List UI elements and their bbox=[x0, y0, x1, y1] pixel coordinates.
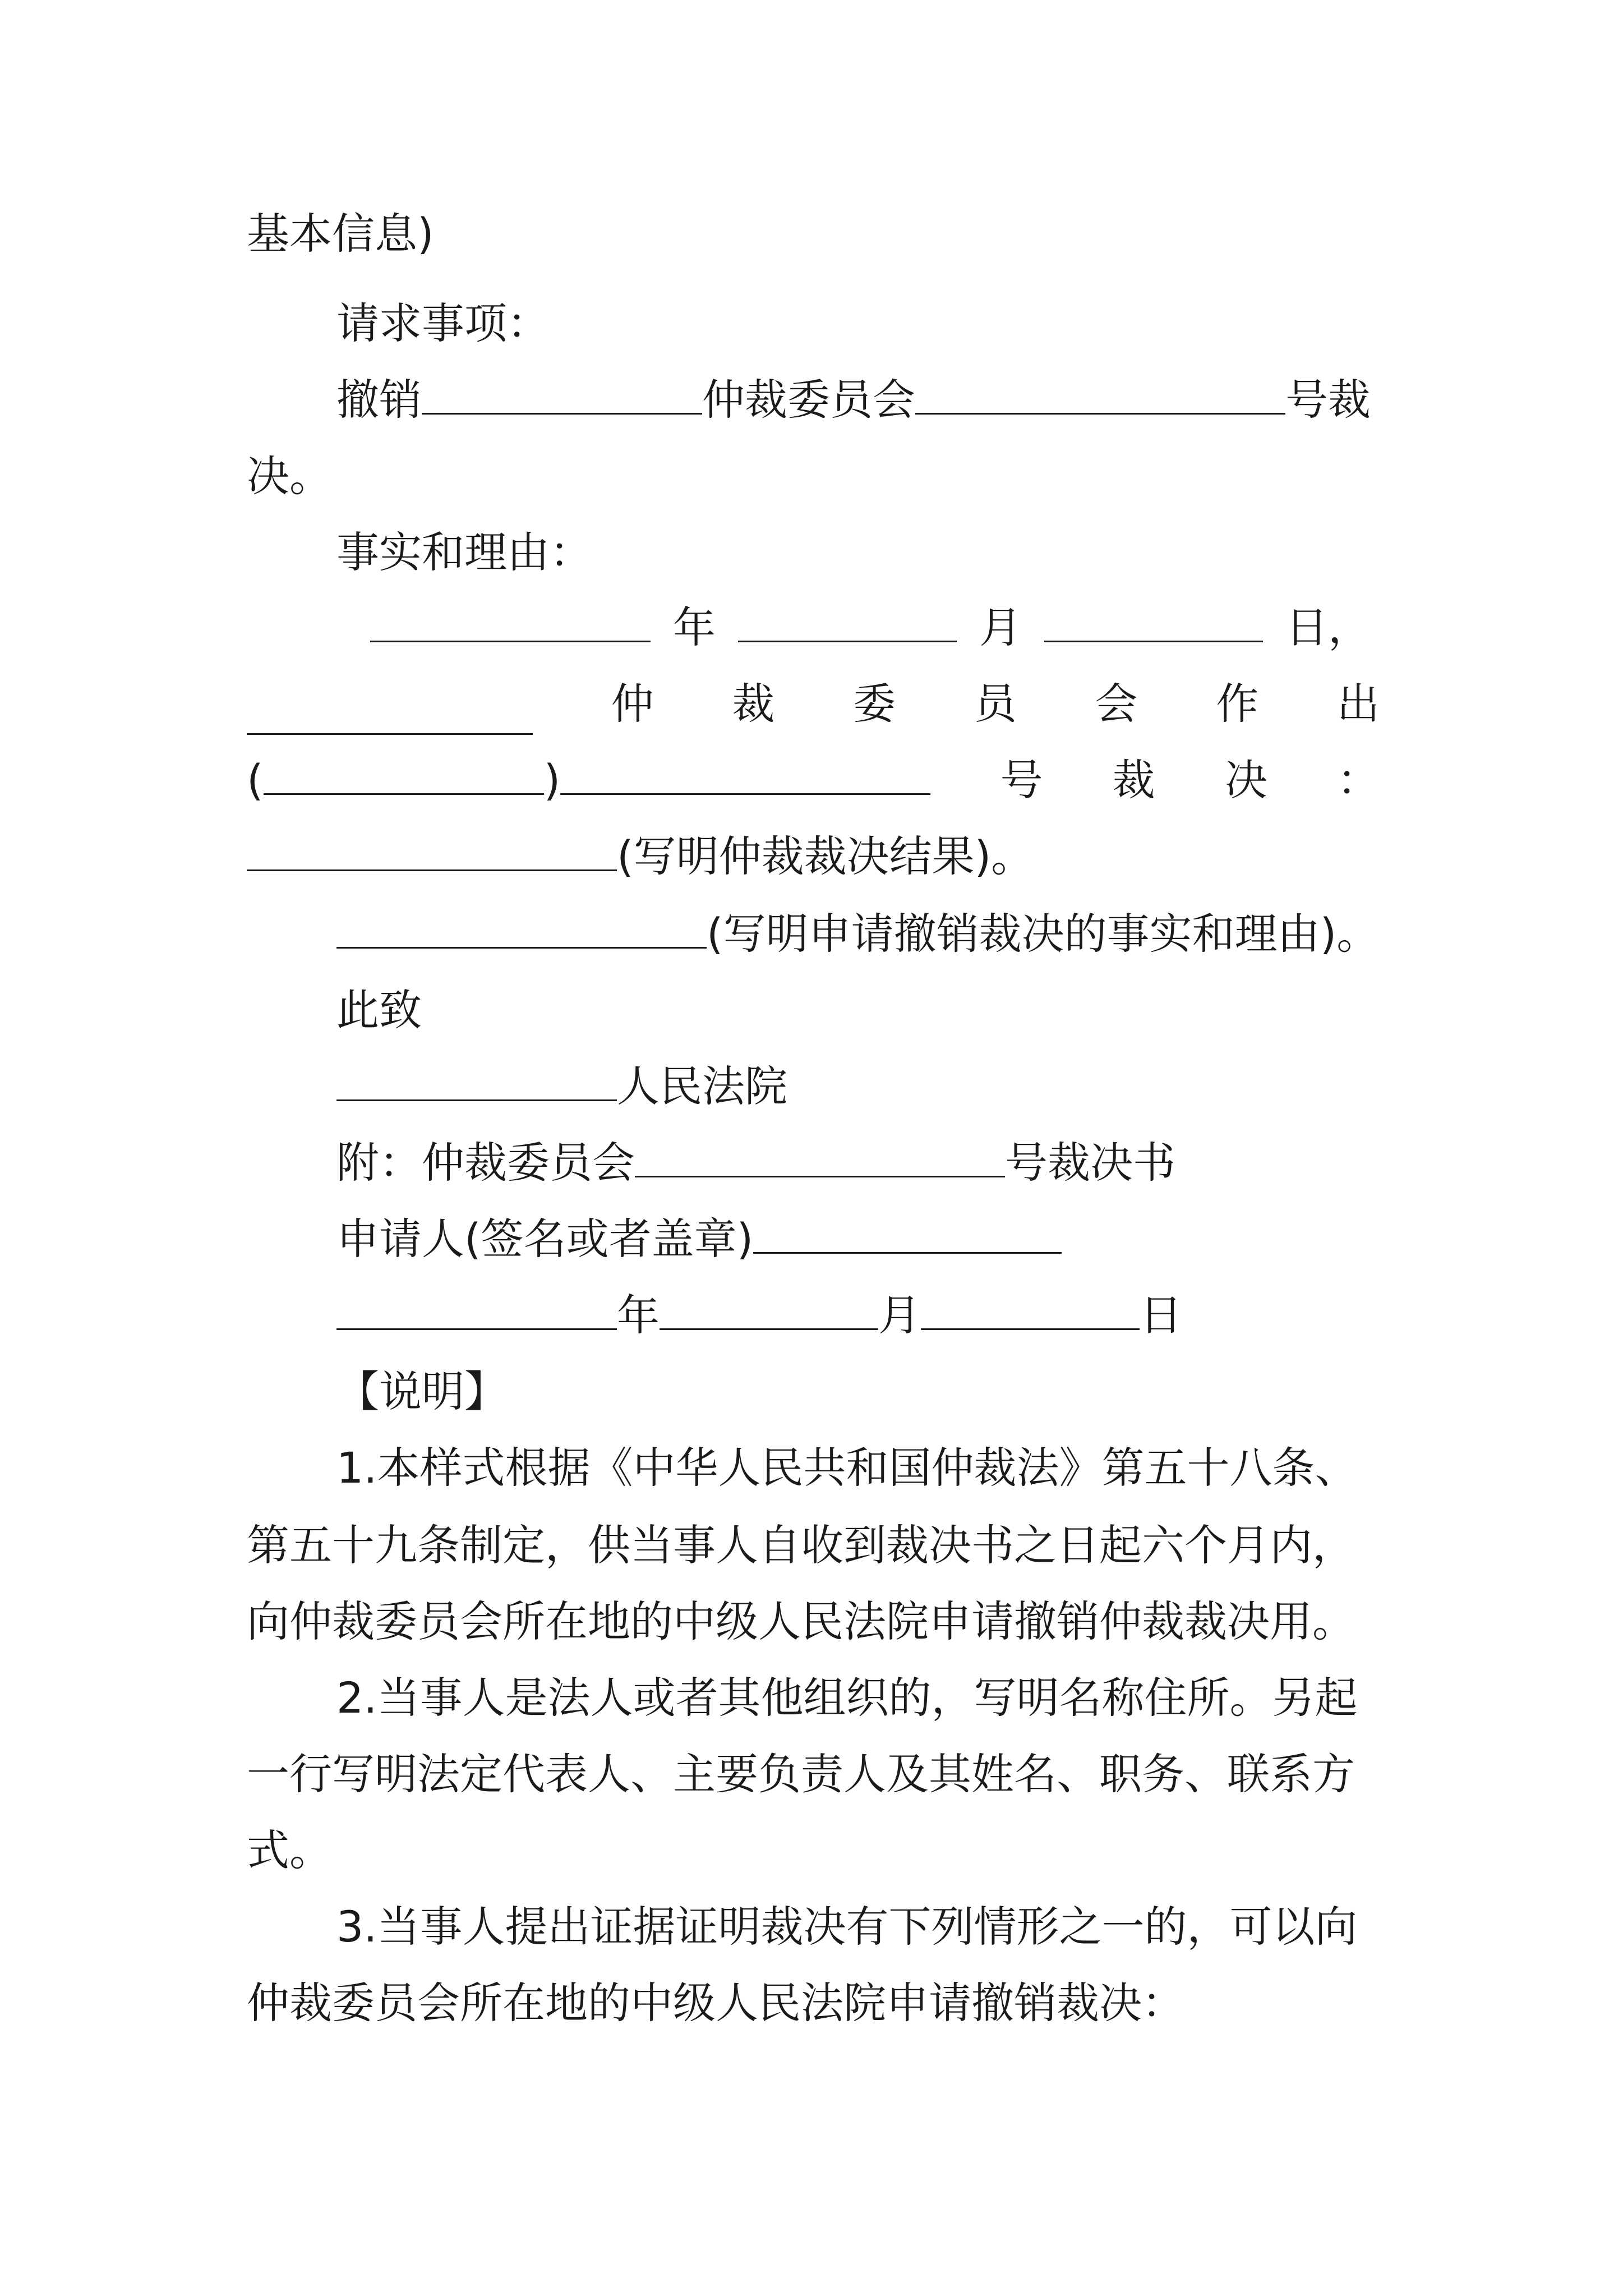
blank-committee bbox=[422, 378, 702, 415]
year-label: 年 bbox=[673, 602, 716, 652]
claim-middle: 仲裁委员会 bbox=[702, 375, 915, 425]
award-char: 裁 bbox=[732, 679, 775, 729]
note-1-line-1: 1.本样式根据《中华人民共和国仲裁法》第五十八条、 bbox=[336, 1443, 1358, 1493]
note-2-line-2: 一行写明法定代表人、主要负责人及其姓名、职务、联系方 bbox=[247, 1749, 1355, 1799]
blank-award-result bbox=[247, 835, 617, 871]
award-char: 作 bbox=[1216, 679, 1259, 729]
claim-line bbox=[336, 369, 1371, 431]
note-2-line-1: 2.当事人是法人或者其他组织的，写明名称住所。另起 bbox=[336, 1673, 1358, 1723]
award-char: 会 bbox=[1095, 679, 1138, 729]
day-label: 日， bbox=[1285, 602, 1371, 652]
award-number-char: ： bbox=[1337, 755, 1380, 805]
award-number-line bbox=[247, 749, 1380, 811]
award-number-bracket bbox=[247, 749, 930, 811]
attachment-suffix: 号裁决书 bbox=[1005, 1138, 1175, 1188]
award-char: 委 bbox=[853, 679, 896, 729]
facts-heading: 事实和理由： bbox=[336, 527, 592, 577]
blank-attachment-number bbox=[635, 1141, 1005, 1177]
claim-continuation: 决。 bbox=[247, 451, 332, 501]
sign-date-line bbox=[336, 1285, 1182, 1346]
sign-day-label: 日 bbox=[1140, 1290, 1182, 1340]
close-paren: ) bbox=[543, 755, 561, 805]
attachment-line bbox=[336, 1132, 1175, 1194]
blank-award-number bbox=[915, 378, 1285, 415]
court-line bbox=[336, 1056, 787, 1117]
award-result-line bbox=[247, 826, 1034, 887]
court-label: 人民法院 bbox=[617, 1061, 787, 1111]
blank-year-bracket bbox=[264, 758, 544, 795]
revocation-note: (写明申请撤销裁决的事实和理由)。 bbox=[707, 909, 1380, 959]
award-char: 仲 bbox=[611, 679, 654, 729]
blank-month bbox=[738, 606, 957, 642]
award-number-char: 裁 bbox=[1112, 755, 1155, 805]
note-1-line-3: 向仲裁委员会所在地的中级人民法院申请撤销仲裁裁决用。 bbox=[247, 1596, 1355, 1646]
claim-prefix: 撤销 bbox=[336, 375, 422, 425]
note-3-line-1: 3.当事人提出证据证明裁决有下列情形之一的，可以向 bbox=[336, 1902, 1358, 1952]
award-result-note: (写明仲裁裁决结果)。 bbox=[617, 831, 1034, 881]
attachment-prefix: 附：仲裁委员会 bbox=[336, 1138, 635, 1188]
line-continuation: 基本信息) bbox=[247, 209, 434, 259]
notes-heading: 【说明】 bbox=[336, 1366, 507, 1416]
blank-day bbox=[1044, 606, 1263, 642]
blank-signature bbox=[753, 1217, 1062, 1254]
blank-court bbox=[336, 1065, 617, 1101]
blank-sign-year bbox=[336, 1294, 617, 1330]
award-char: 出 bbox=[1336, 679, 1380, 729]
award-char: 员 bbox=[974, 679, 1017, 729]
claim-suffix: 号裁 bbox=[1285, 375, 1371, 425]
award-line bbox=[247, 673, 1380, 735]
salutation: 此致 bbox=[336, 985, 422, 1035]
sign-year-label: 年 bbox=[617, 1290, 660, 1340]
award-number-char: 决 bbox=[1224, 755, 1267, 805]
revocation-line bbox=[336, 903, 1379, 965]
blank-committee-2 bbox=[247, 698, 533, 735]
blank-sign-month bbox=[660, 1294, 878, 1330]
signature-line bbox=[336, 1208, 1062, 1270]
note-2-line-3: 式。 bbox=[247, 1825, 332, 1875]
open-paren: ( bbox=[247, 755, 264, 805]
date-line bbox=[370, 597, 1371, 659]
blank-year bbox=[370, 606, 651, 642]
blank-sign-day bbox=[921, 1294, 1140, 1330]
sign-month-label: 月 bbox=[878, 1290, 921, 1340]
signature-label: 申请人(签名或者盖章) bbox=[336, 1214, 754, 1264]
claims-heading: 请求事项： bbox=[336, 298, 550, 348]
blank-revocation-reason bbox=[336, 912, 707, 949]
note-1-line-2: 第五十九条制定，供当事人自收到裁决书之日起六个月内， bbox=[247, 1520, 1355, 1570]
note-3-line-2: 仲裁委员会所在地的中级人民法院申请撤销裁决： bbox=[247, 1978, 1184, 2028]
month-label: 月 bbox=[979, 602, 1022, 652]
award-number-char: 号 bbox=[1000, 755, 1043, 805]
blank-award-number-2 bbox=[560, 758, 930, 795]
